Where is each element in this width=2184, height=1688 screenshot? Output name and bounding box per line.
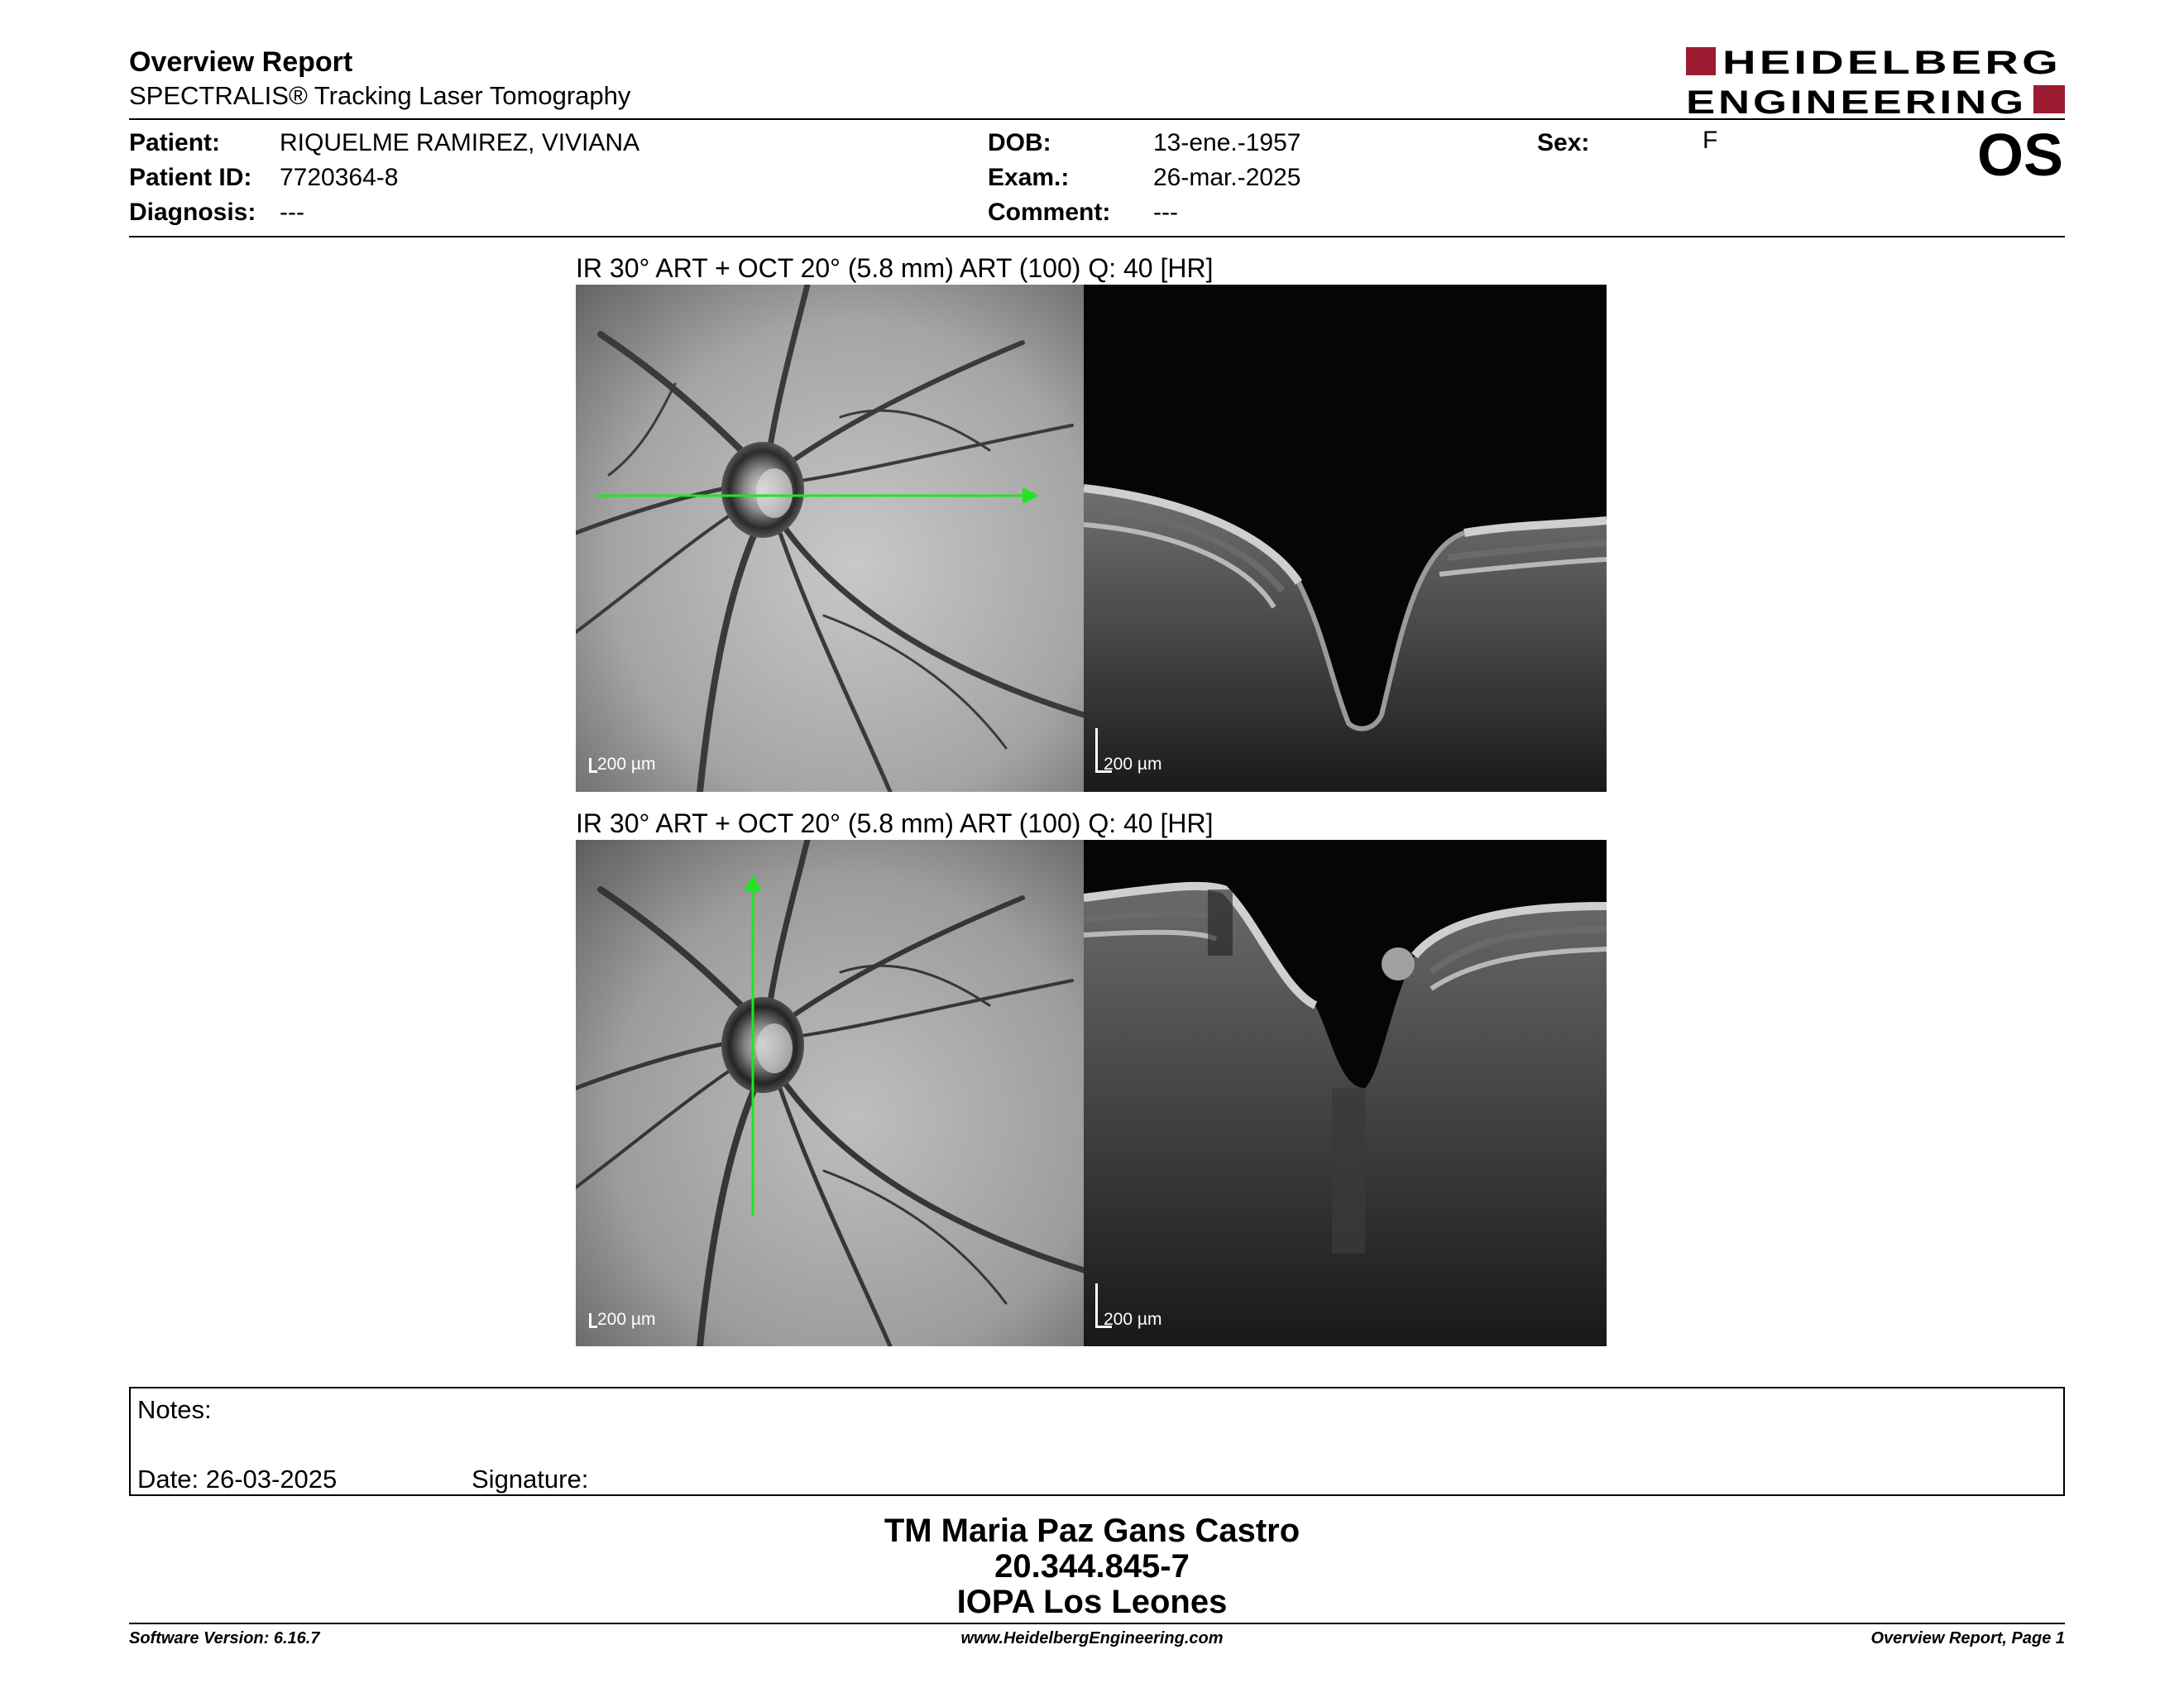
scan-caption: IR 30° ART + OCT 20° (5.8 mm) ART (100) Q: 40 [HR] [576, 253, 1214, 283]
oct-scale-overlay [1084, 285, 1607, 792]
svg-text:HEIDELBERG: HEIDELBERG [1722, 46, 2062, 81]
footer-divider [129, 1623, 2065, 1624]
ir-scale-overlay [576, 285, 1084, 792]
comment-label: Comment: [988, 199, 1111, 226]
comment-value: --- [1153, 199, 1178, 226]
report-title: Overview Report [129, 46, 353, 78]
oct-scale-label: 200 µm [1104, 755, 1162, 774]
notes-box[interactable] [129, 1387, 2065, 1496]
stamp-id: 20.344.845-7 [994, 1548, 1190, 1585]
oct-scale-label: 200 µm [1104, 1310, 1162, 1329]
ir-scale-label: 200 µm [597, 1310, 656, 1329]
website-link[interactable]: www.HeidelbergEngineering.com [960, 1629, 1224, 1647]
exam-label: Exam.: [988, 164, 1070, 191]
dob-value: 13-ene.-1957 [1153, 129, 1301, 156]
stamp-institution: IOPA Los Leones [956, 1584, 1228, 1620]
software-version: Software Version: 6.16.7 [129, 1629, 320, 1647]
page-number: Overview Report, Page 1 [1870, 1629, 2065, 1647]
diagnosis-value: --- [280, 199, 304, 226]
notes-label: Notes: [137, 1395, 212, 1424]
patient-label: Patient: [129, 129, 221, 156]
eye-indicator: OS [1976, 122, 2063, 189]
stamp-name: TM Maria Paz Gans Castro [884, 1513, 1300, 1549]
notes-date: Date: 26-03-2025 [137, 1465, 338, 1494]
svg-text:ENGINEERING: ENGINEERING [1686, 84, 2027, 117]
oct-scale-overlay [1084, 840, 1607, 1346]
patient-divider [129, 236, 2065, 237]
sex-label: Sex: [1537, 129, 1590, 156]
ir-scale-overlay [576, 840, 1084, 1346]
ir-scale-label: 200 µm [597, 755, 656, 774]
heidelberg-logo [1686, 46, 2065, 117]
patient-name: RIQUELME RAMIREZ, VIVIANA [280, 129, 640, 156]
patient-id: 7720364-8 [280, 164, 399, 191]
diagnosis-label: Diagnosis: [129, 199, 256, 226]
header-divider [129, 118, 2065, 120]
report-subtitle: SPECTRALIS® Tracking Laser Tomography [129, 81, 631, 110]
exam-value: 26-mar.-2025 [1153, 164, 1301, 191]
scan-caption: IR 30° ART + OCT 20° (5.8 mm) ART (100) Q: 40 [HR] [576, 808, 1214, 838]
dob-label: DOB: [988, 129, 1051, 156]
patient-id-label: Patient ID: [129, 164, 252, 191]
sex-value: F [1703, 127, 1718, 154]
signature-label: Signature: [472, 1465, 589, 1494]
